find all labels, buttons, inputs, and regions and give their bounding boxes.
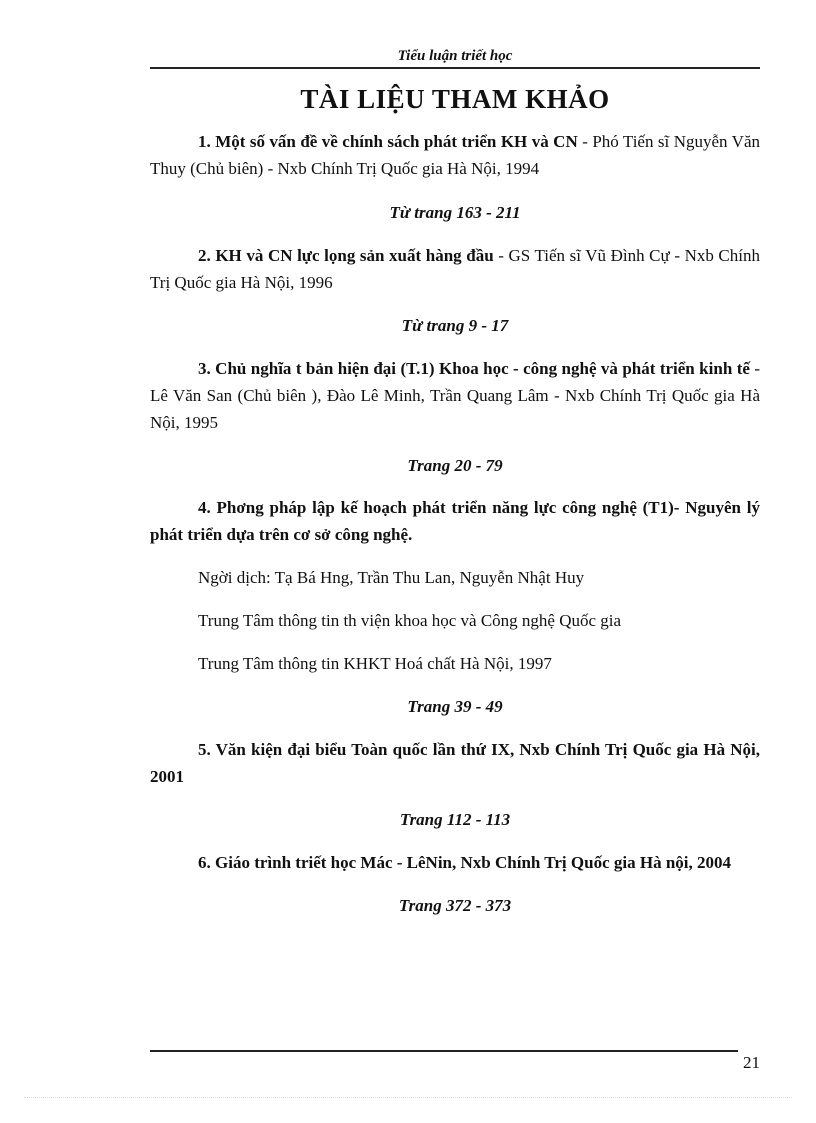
reference-list (150, 128, 760, 919)
reference-6 (150, 849, 760, 876)
reference-3 (150, 355, 760, 436)
reference-2 (150, 242, 760, 296)
reference-2-details: - GS Tiến sĩ Vũ Đình Cự - Nxb Chính Trị Quốc gia Hà Nội, 1996 (150, 246, 760, 292)
reference-4-publisher-1: Trung Tâm thông tin th viện khoa học và Công nghệ Quốc gia (198, 611, 622, 630)
reference-1 (150, 128, 760, 182)
reference-4-pages: Trang 39 - 49 (407, 697, 503, 716)
reference-5 (150, 736, 760, 790)
reference-3-pages: Trang 20 - 79 (407, 456, 503, 475)
reference-3-title: 3. Chủ nghĩa t bản hiện đại (T.1) Khoa học - công nghệ và phát triển kinh tế (198, 359, 750, 378)
reference-4-publisher-2: Trung Tâm thông tin KHKT Hoá chất Hà Nội, 1997 (198, 654, 552, 673)
running-header: Tiểu luận triết học (397, 48, 513, 64)
reference-3-details: - Lê Văn San (Chủ biên ), Đào Lê Minh, Trần Quang Lâm - Nxb Chính Trị Quốc gia Hà Nội, 1995 (150, 359, 760, 432)
reference-4 (150, 494, 760, 548)
reference-5-title: 5. Văn kiện đại biểu Toàn quốc lần thứ IX, Nxb Chính Trị Quốc gia Hà Nội, 2001 (150, 740, 760, 786)
reference-1-details: - Phó Tiến sĩ Nguyễn Văn Thuy (Chủ biên) - Nxb Chính Trị Quốc gia Hà Nội, 1994 (150, 132, 760, 178)
reference-6-title: 6. Giáo trình triết học Mác - LêNin, Nxb Chính Trị Quốc gia Hà nội, 2004 (198, 853, 731, 872)
reference-4-title: 4. Phơng pháp lập kế hoạch phát triển năng lực công nghệ (T1)- Nguyên lý phát triển dựa trên cơ sở công nghệ. (150, 498, 760, 544)
page-number: 21 (743, 1053, 760, 1072)
footer-rule (150, 1050, 738, 1052)
reference-1-pages: Từ trang 163 - 211 (389, 203, 521, 222)
reference-2-pages: Từ trang 9 - 17 (401, 316, 509, 335)
page-title: TÀI LIỆU THAM KHẢO (300, 84, 610, 114)
reference-1-title: 1. Một số vấn đề về chính sách phát triển KH và CN (198, 132, 578, 151)
reference-6-pages: Trang 372 - 373 (398, 896, 512, 915)
reference-2-title: 2. KH và CN lực lọng sản xuất hàng đầu (198, 246, 494, 265)
reference-4-translators: Ngời dịch: Tạ Bá Hng, Trần Thu Lan, Nguyễn Nhật Huy (198, 568, 585, 587)
page-bottom-dotted-line (24, 1097, 792, 1098)
header-rule (150, 67, 760, 69)
reference-5-pages: Trang 112 - 113 (399, 810, 511, 829)
